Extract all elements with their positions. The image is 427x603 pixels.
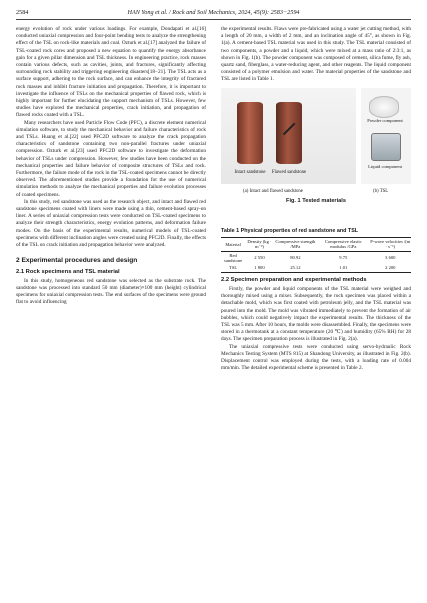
table-cell: TSL [229, 265, 238, 271]
table-cell: 1.01 [339, 265, 348, 271]
table-cell: Red sandstone [224, 252, 243, 264]
table-cell: 2 550 [254, 255, 265, 261]
table-cell: 80.92 [290, 255, 301, 261]
tsl-photo [361, 88, 411, 184]
column-header: P-wave velocities /(m · s⁻¹) [370, 238, 411, 250]
journal-citation: HAN Yong et al. / Rock and Soil Mechanics, 2024, 45(9): 2583−2594 [127, 9, 300, 16]
paragraph: Many researchers have used Particle Flow Code (PFC), a discrete element numerical simulation software, to study the mechanical behavior and failure characteristics of rock and TSLs. Huang et al.[22] used PFC2D software to analyze the crack propagation characteristics of sandstone containing two non-parallel fractures under uniaxial compression. Ozturk et al.[23] used PFC2D software to investigate the deformation behavior of TSLs under compression. However, few studies have been conducted on the mechanical properties and failure behavior of composite structures of TSLs and rock. Furthermore, the failure mode of the rock in the TSL-coated specimens cannot be directly observed. The aforementioned studies provide a foundation for the use of numerical simulation methods to analyze the mechanical properties and failure evolution processes of coated specimens. [16, 119, 206, 198]
table-cell: 2 200 [385, 265, 396, 271]
flawed-label: Flawed sandstone [271, 169, 307, 175]
column-header: Compressive elastic modulus /GPa [324, 238, 362, 250]
intact-label: Intact sandstone [234, 169, 266, 175]
table-header-row [221, 237, 411, 251]
flawed-specimen [276, 102, 302, 164]
powder-label: Powder component [367, 117, 403, 123]
table-cell: 1 800 [254, 265, 265, 271]
liquid-label: Liquid component [368, 163, 402, 169]
subsection-heading: 2.1 Rock specimens and TSL material [16, 268, 120, 275]
paragraph: In this study, homogeneous red sandstone was selected as the substrate rock. The sandstone was processed into standard 50 mm (diameter)×100 mm (height) cylindrical specimens for uniaxial compression tests. The end surfaces of the specimens were ground flat to avoid influencing [16, 277, 206, 306]
figure-caption: Fig. 1 Tested materials [286, 197, 346, 204]
section-heading: 2 Experimental procedures and design [16, 257, 138, 265]
table-cell: 25.12 [290, 265, 301, 271]
left-column [16, 26, 206, 307]
paragraph: the experimental results. Flaws were pre-fabricated using a water jet cutting method, with a length of 20 mm, a width of 2 mm, and an inclination angle of 45°, as shown in Fig. 1(a). A cement-based TSL material was used in this study. The TSL material consisted of two components, a powder and a liquid, which were mixed at a mass ratio of 2:3:1, as shown in Fig. 1(b). The powder component was composed of cement, silica fume, fly ash, quartz sand, fiberglass, a water-reducing agent, and other reagents. The liquid component consisted of a polymer emulsion and water. The material properties of the sandstone and TSL are listed in Table 1. [221, 26, 411, 83]
subcaption-b: (b) TSL [373, 188, 389, 194]
subsection-heading: 2.2 Specimen preparation and experimental methods [221, 276, 367, 283]
table-cell: 9.75 [339, 255, 348, 261]
table-row [221, 264, 411, 272]
powder-dish [369, 96, 399, 118]
page-number: 2584 [16, 9, 29, 16]
table-cell: 3 600 [385, 255, 396, 261]
liquid-container [371, 133, 401, 161]
table-caption: Table 1 Physical properties of red sandstone and TSL [221, 227, 359, 234]
right-column [221, 26, 411, 373]
figure-1 [221, 88, 411, 228]
paragraph: In this study, red sandstone was used as the research object, and intact and flawed red sandstone specimens coated with liners were made using a thin, cement-based spray-on liner. A series of uniaxial compression tests were conducted on TSL-coated specimens to analyze their strength characteristics, energy evolution patterns, and deformation failure modes. On the basis of the experimental results, numerical models of TSL-coated specimens with different inclination angles were created using PFC2D. Finally, the effects of the TSL on crack initiation and propagation behavior were analyzed. [16, 198, 206, 249]
intact-specimen [237, 102, 263, 164]
column-header: Compressive strength /MPa [275, 238, 316, 250]
subcaption-a: (a) Intact and flawed sandstone [243, 188, 303, 194]
paragraph: energy evolution of rock under various loadings. For example, Dondapati et al.[16] conducted uniaxial compression and four-point bending tests to analyze the strengthening effect of the TSL on rock-like materials and coal. Ozturk et al.[17] analyzed the failure of TSL-coated rock cores and proposed a new equation to quantify the energy absorbance gain for a given pillar dimension and TSL thickness. In engineering practice, rock masses contain various defects, such as cavities, joints, and fractures, significantly affecting surrounding rock stability and triggering engineering disasters[18−21]. The TSL acts as a surface support, adhering to the rock surface, and can enhance the integrity of fractured rock masses and inhibit fracture initiation and propagation. Therefore, it is important to investigate the influence of TSLs on the mechanical properties of flawed rock, which is highly important for further elucidating the support mechanism of TSLs. However, few studies have explored the mechanical properties, crack initiation, and propagation of flawed rocks coated with a TSL. [16, 26, 206, 119]
sandstone-photo [221, 88, 356, 184]
paragraph: Firstly, the powder and liquid components of the TSL material were weighed and thoroughly mixed using a mixer. Subsequently, the rock specimen was placed within a detachable mold, which was first coated with petroleum jelly, and the TSL material was poured into the mold. The mold was vibrated immediately to prevent the formation of air bubbles, which could negatively impact the experimental results. The thickness of the TSL was 5 mm. After 10 hours, the molds were disassembled. Finally, the specimens were stored in a thermotank at a constant temperature (20 ℃) and humidity (65% RH) for 28 days. The specimen preparation process is illustrated in Fig. 2(a). [221, 286, 411, 343]
paragraph: The uniaxial compressive tests were conducted using servo-hydraulic Rock Mechanics Testing System (MTS 815) at Shandong University, as illustrated in Fig. 2(b). Displacement control was employed during the tests, with a loading rate of 0.004 mm/min. The detailed experimental scheme is presented in Table 2. [221, 343, 411, 372]
table-row [221, 251, 411, 264]
column-header: Material [225, 241, 241, 247]
running-header [16, 7, 411, 20]
column-header: Density (kg · m⁻³) [247, 238, 272, 250]
properties-table [221, 237, 411, 273]
